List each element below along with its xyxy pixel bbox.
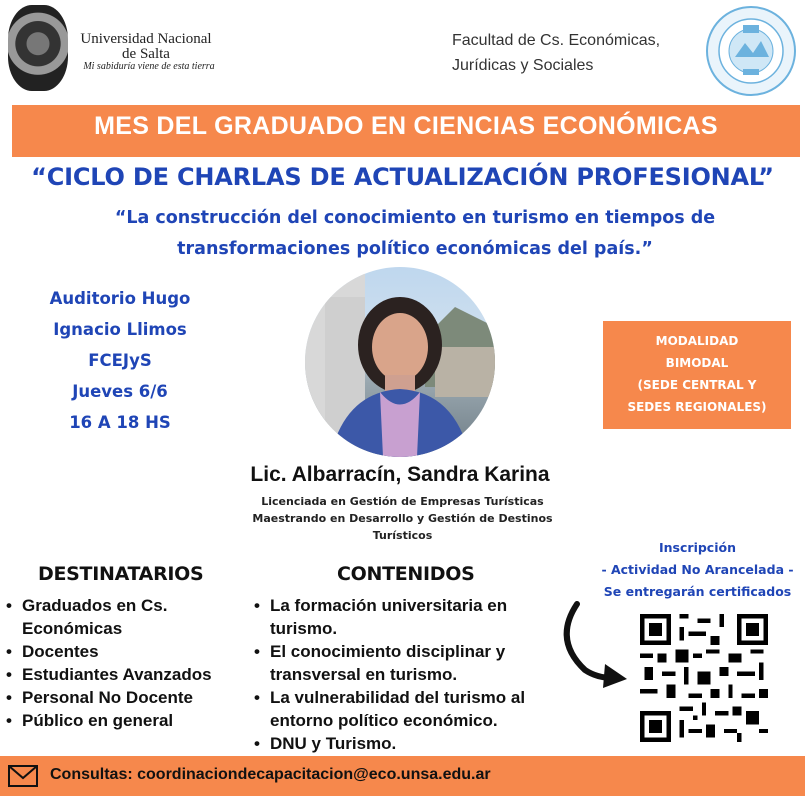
topic-line-2: transformaciones político económicas del país.”	[177, 239, 653, 259]
faculty-line-2: Jurídicas y Sociales	[452, 57, 594, 74]
speaker-photo	[305, 267, 495, 457]
modality-text	[603, 330, 791, 418]
venue-line-1: Auditorio Hugo	[49, 289, 191, 308]
list-item: • La vulnerabilidad del turismo al entorno político económico.	[252, 686, 562, 732]
topic-line-1: “La construcción del conocimiento en turismo en tiempos de	[114, 208, 716, 228]
venue-line-3: FCEJyS	[88, 351, 152, 370]
list-item: • El conocimiento disciplinar y transversal en turismo.	[252, 640, 562, 686]
faculty-line-1: Facultad de Cs. Económicas,	[452, 32, 661, 49]
talk-topic	[95, 203, 735, 265]
modality-line-2: BIMODAL	[665, 356, 729, 370]
university-motto: Mi sabiduría viene de esta tierra	[83, 61, 215, 72]
contents-list	[252, 594, 562, 755]
credential-line-1: Licenciada en Gestión de Empresas Turísticas	[261, 495, 544, 508]
speaker-name: Lic. Albarracín, Sandra Karina	[250, 463, 550, 486]
modality-line-1: MODALIDAD	[655, 334, 739, 348]
mail-icon	[8, 765, 38, 787]
registration-info	[600, 537, 795, 603]
list-item: • Graduados en Cs. Económicas	[4, 594, 244, 640]
modality-line-4: SEDES REGIONALES)	[627, 400, 767, 414]
venue-info	[20, 283, 220, 438]
audience-heading: DESTINATARIOS	[38, 563, 204, 585]
cycle-title: “CICLO DE CHARLAS DE ACTUALIZACIÓN PROFESIONAL”	[31, 163, 774, 191]
university-seal-logo	[8, 5, 68, 91]
registration-free: - Actividad No Arancelada -	[601, 562, 794, 577]
faculty-seal-logo	[705, 5, 797, 97]
list-item: • La formación universitaria en turismo.	[252, 594, 562, 640]
venue-line-2: Ignacio Llimos	[53, 320, 187, 339]
list-item: • Docentes	[4, 640, 244, 663]
venue-date: Jueves 6/6	[72, 382, 168, 401]
list-item: • DNU y Turismo.	[252, 732, 562, 755]
credential-line-2: Maestrando en Desarrollo y Gestión de Destinos	[252, 512, 553, 525]
list-item: • Estudiantes Avanzados	[4, 663, 244, 686]
list-item: • Personal No Docente	[4, 686, 244, 709]
contact-email[interactable]: Consultas: coordinaciondecapacitacion@eco.unsa.edu.ar	[50, 766, 491, 783]
list-item: • Público en general	[4, 709, 244, 732]
credential-line-3: Turísticos	[372, 529, 433, 542]
modality-line-3: (SEDE CENTRAL Y	[637, 378, 757, 392]
faculty-name	[452, 28, 702, 78]
registration-certificates: Se entregarán certificados	[603, 584, 792, 599]
venue-time: 16 A 18 HS	[69, 413, 171, 432]
audience-list	[4, 594, 244, 732]
band-title: MES DEL GRADUADO EN CIENCIAS ECONÓMICAS	[94, 112, 718, 140]
speaker-credentials	[215, 493, 590, 544]
university-name: Universidad Nacional de Salta	[80, 31, 212, 62]
qr-code[interactable]	[640, 614, 768, 742]
curved-arrow-icon	[555, 600, 630, 690]
contents-heading: CONTENIDOS	[337, 563, 475, 585]
registration-heading: Inscripción	[659, 540, 736, 555]
